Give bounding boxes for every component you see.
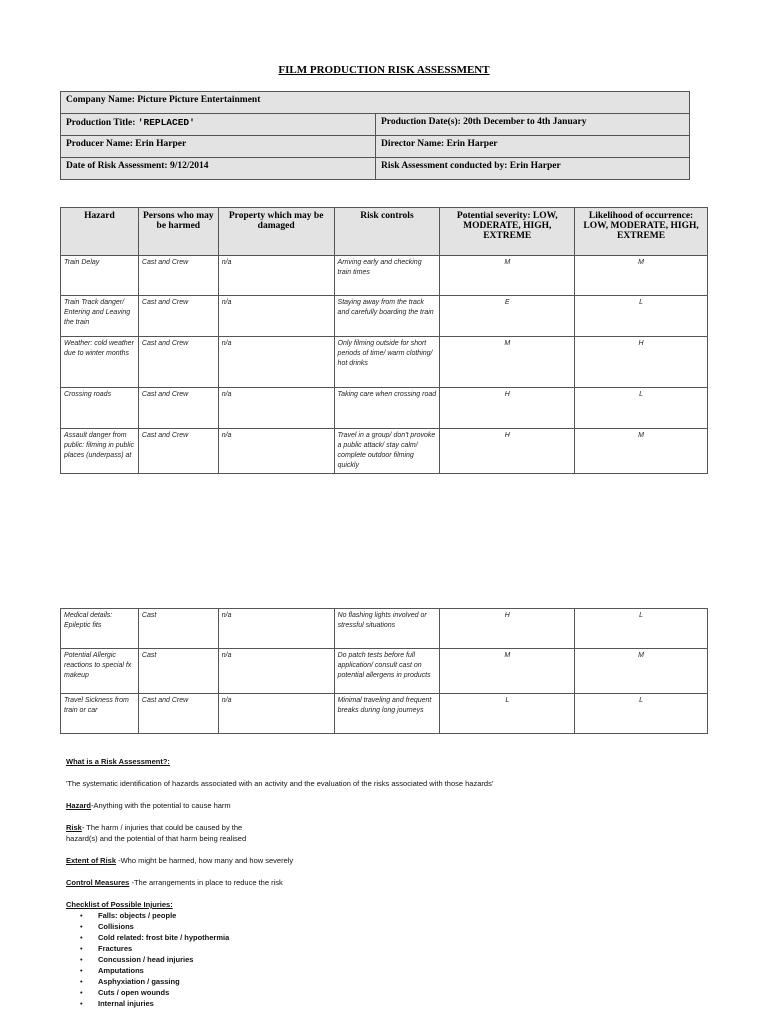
risk-assessment-notes <box>66 756 706 1009</box>
cell-hazard: Train Delay <box>61 256 139 296</box>
production-info-table <box>60 91 690 180</box>
cell-likelihood: M <box>575 429 708 474</box>
conducted-by: Risk Assessment conducted by: Erin Harper <box>376 158 690 180</box>
risk-definition-1: - The harm / injuries that could be caused by the <box>81 823 243 832</box>
list-item: • Concussion / head injuries <box>66 954 706 965</box>
cell-property: n/a <box>218 429 334 474</box>
cell-severity: M <box>440 649 575 694</box>
list-item: • Asphyxiation / gassing <box>66 976 706 987</box>
cell-persons: Cast and Crew <box>138 429 218 474</box>
cell-hazard: Weather: cold weather due to winter months <box>61 337 139 388</box>
table-row <box>61 337 708 388</box>
list-item: • Internal injuries <box>66 998 706 1009</box>
cell-risk-controls: No flashing lights involved or stressful situations <box>334 609 440 649</box>
cell-risk-controls: Staying away from the track and carefully boarding the train <box>334 296 440 337</box>
risk-table-top <box>60 207 708 474</box>
cell-likelihood: L <box>575 609 708 649</box>
cell-likelihood: L <box>575 296 708 337</box>
cell-property: n/a <box>218 256 334 296</box>
risk-table-bottom <box>60 608 708 734</box>
list-item: • Cold related: frost bite / hypothermia <box>66 932 706 943</box>
cell-hazard: Potential Allergic reactions to special fx makeup <box>61 649 139 694</box>
document-title: FILM PRODUCTION RISK ASSESSMENT <box>278 64 490 76</box>
cell-likelihood: M <box>575 649 708 694</box>
cell-severity: M <box>440 256 575 296</box>
cell-risk-controls: Travel in a group/ don't provoke a public attack/ stay calm/ complete outdoor filming quickly <box>334 429 440 474</box>
control-definition: -The arrangements in place to reduce the risk <box>129 878 283 887</box>
table-row <box>61 649 708 694</box>
checklist-heading: Checklist of Possible Injuries: <box>66 900 173 909</box>
cell-property: n/a <box>218 694 334 734</box>
production-title-label: Production Title: <box>66 118 136 128</box>
table-row <box>61 609 708 649</box>
injury-checklist <box>66 910 706 1009</box>
risk-term: Risk <box>66 823 82 832</box>
table-row <box>61 388 708 429</box>
cell-hazard: Crossing roads <box>61 388 139 429</box>
cell-persons: Cast and Crew <box>138 296 218 337</box>
risk-definition-2: hazard(s) and the potential of that harm being realised <box>66 834 247 843</box>
table-row <box>61 429 708 474</box>
production-dates: Production Date(s): 20th December to 4th January <box>376 114 690 136</box>
cell-risk-controls: Arriving early and checking train times <box>334 256 440 296</box>
list-item: • Fractures <box>66 943 706 954</box>
cell-risk-controls: Only filming outside for short periods of time/ warm clothing/ hot drinks <box>334 337 440 388</box>
extent-term: Extent of Risk <box>66 856 117 865</box>
producer-name: Producer Name: Erin Harper <box>61 136 376 158</box>
cell-property: n/a <box>218 337 334 388</box>
cell-severity: H <box>440 388 575 429</box>
risk-table-header <box>61 208 708 256</box>
cell-property: n/a <box>218 649 334 694</box>
cell-persons: Cast and Crew <box>138 256 218 296</box>
header-property: Property which may be damaged <box>218 208 334 256</box>
cell-property: n/a <box>218 296 334 337</box>
cell-likelihood: L <box>575 694 708 734</box>
cell-persons: Cast <box>138 609 218 649</box>
extent-definition: -Who might be harmed, how many and how severely <box>116 856 294 865</box>
definition: 'The systematic identification of hazards associated with an activity and the evaluation of the risks associated with those hazards' <box>66 779 494 788</box>
assessment-date: Date of Risk Assessment: 9/12/2014 <box>61 158 376 180</box>
production-title-value: 'REPLACED' <box>137 117 195 128</box>
production-title <box>61 114 376 136</box>
cell-likelihood: M <box>575 256 708 296</box>
header-severity: Potential severity: LOW, MODERATE, HIGH, EXTREME <box>440 208 575 256</box>
cell-severity: L <box>440 694 575 734</box>
cell-hazard: Travel Sickness from train or car <box>61 694 139 734</box>
cell-risk-controls: Do patch tests before full application/ consult cast on potential allergens in products <box>334 649 440 694</box>
table-row <box>61 256 708 296</box>
header-hazard: Hazard <box>61 208 139 256</box>
cell-persons: Cast <box>138 649 218 694</box>
hazard-definition: -Anything with the potential to cause harm <box>91 801 231 810</box>
cell-likelihood: L <box>575 388 708 429</box>
what-heading: What is a Risk Assessment?: <box>66 757 170 766</box>
cell-severity: E <box>440 296 575 337</box>
cell-severity: H <box>440 429 575 474</box>
cell-likelihood: H <box>575 337 708 388</box>
cell-property: n/a <box>218 388 334 429</box>
cell-severity: M <box>440 337 575 388</box>
list-item: • Collisions <box>66 921 706 932</box>
cell-severity: H <box>440 609 575 649</box>
list-item: • Falls: objects / people <box>66 910 706 921</box>
header-likelihood: Likelihood of occurrence: LOW, MODERATE, HIGH, EXTREME <box>575 208 708 256</box>
cell-persons: Cast and Crew <box>138 694 218 734</box>
cell-persons: Cast and Crew <box>138 388 218 429</box>
header-persons: Persons who may be harmed <box>138 208 218 256</box>
cell-persons: Cast and Crew <box>138 337 218 388</box>
cell-hazard: Medical details: Epileptic fits <box>61 609 139 649</box>
list-item: • Cuts / open wounds <box>66 987 706 998</box>
cell-property: n/a <box>218 609 334 649</box>
table-row <box>61 296 708 337</box>
cell-risk-controls: Taking care when crossing road <box>334 388 440 429</box>
cell-hazard: Assault danger from public: filming in public places (underpass) at <box>61 429 139 474</box>
director-name: Director Name: Erin Harper <box>376 136 690 158</box>
control-term: Control Measures <box>66 878 130 887</box>
hazard-term: Hazard <box>66 801 92 810</box>
list-item: • Amputations <box>66 965 706 976</box>
header-risk-controls: Risk controls <box>334 208 440 256</box>
cell-risk-controls: Minimal traveling and frequent breaks during long journeys <box>334 694 440 734</box>
table-row <box>61 694 708 734</box>
company-name: Company Name: Picture Picture Entertainment <box>61 92 690 114</box>
cell-hazard: Train Track danger/ Entering and Leaving the train <box>61 296 139 337</box>
